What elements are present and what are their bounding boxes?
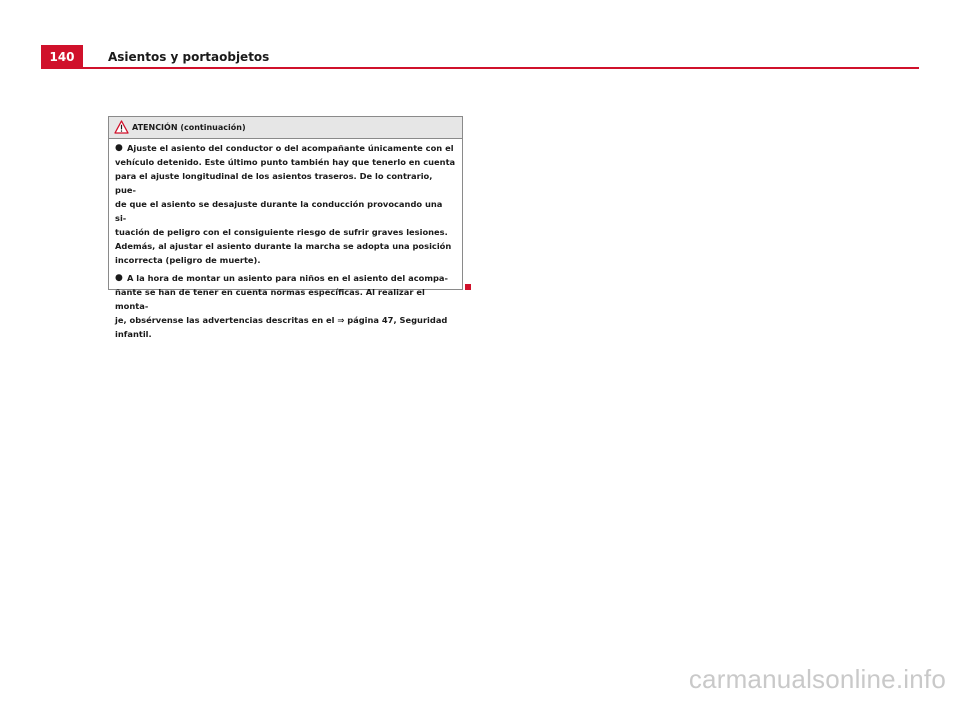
bullet-icon: ● — [115, 143, 123, 153]
text-line: de que el asiento se desajuste durante la conducción provocando una si- — [115, 199, 443, 223]
text-line: incorrecta (peligro de muerte). — [115, 255, 261, 265]
bullet-icon: ● — [115, 273, 123, 283]
text-line: Además, al ajustar el asiento durante la marcha se adopta una posición — [115, 241, 452, 251]
text-line: para el ajuste longitudinal de los asientos traseros. De lo contrario, pue- — [115, 171, 433, 195]
warning-triangle-icon — [114, 120, 129, 134]
warning-item-text — [115, 141, 456, 267]
warning-item — [115, 271, 456, 341]
text-line: tuación de peligro con el consiguiente riesgo de sufrir graves lesiones. — [115, 227, 448, 237]
text-line: Ajuste el asiento del conductor o del acompañante únicamente con el — [127, 143, 454, 153]
warning-body — [109, 139, 462, 341]
section-end-marker — [465, 284, 471, 290]
warning-box — [108, 116, 463, 339]
page-header — [41, 45, 919, 69]
warning-header — [109, 117, 462, 139]
text-line: A la hora de montar un asiento para niños en el asiento del acompa- — [127, 273, 448, 283]
warning-item — [115, 141, 456, 267]
text-line: je, obsérvense las advertencias descritas en el ⇒ página 47, Seguridad — [115, 315, 448, 325]
page-number: 140 — [41, 45, 83, 67]
text-line: infantil. — [115, 329, 152, 339]
text-line: ñante se han de tener en cuenta normas específicas. Al realizar el monta- — [115, 287, 425, 311]
watermark: carmanualsonline.info — [688, 664, 946, 694]
warning-title: ATENCIÓN (continuación) — [132, 123, 246, 132]
warning-item-text — [115, 271, 456, 341]
text-line: vehículo detenido. Este último punto también hay que tenerlo en cuenta — [115, 157, 456, 167]
page-title: Asientos y portaobjetos — [108, 50, 270, 64]
